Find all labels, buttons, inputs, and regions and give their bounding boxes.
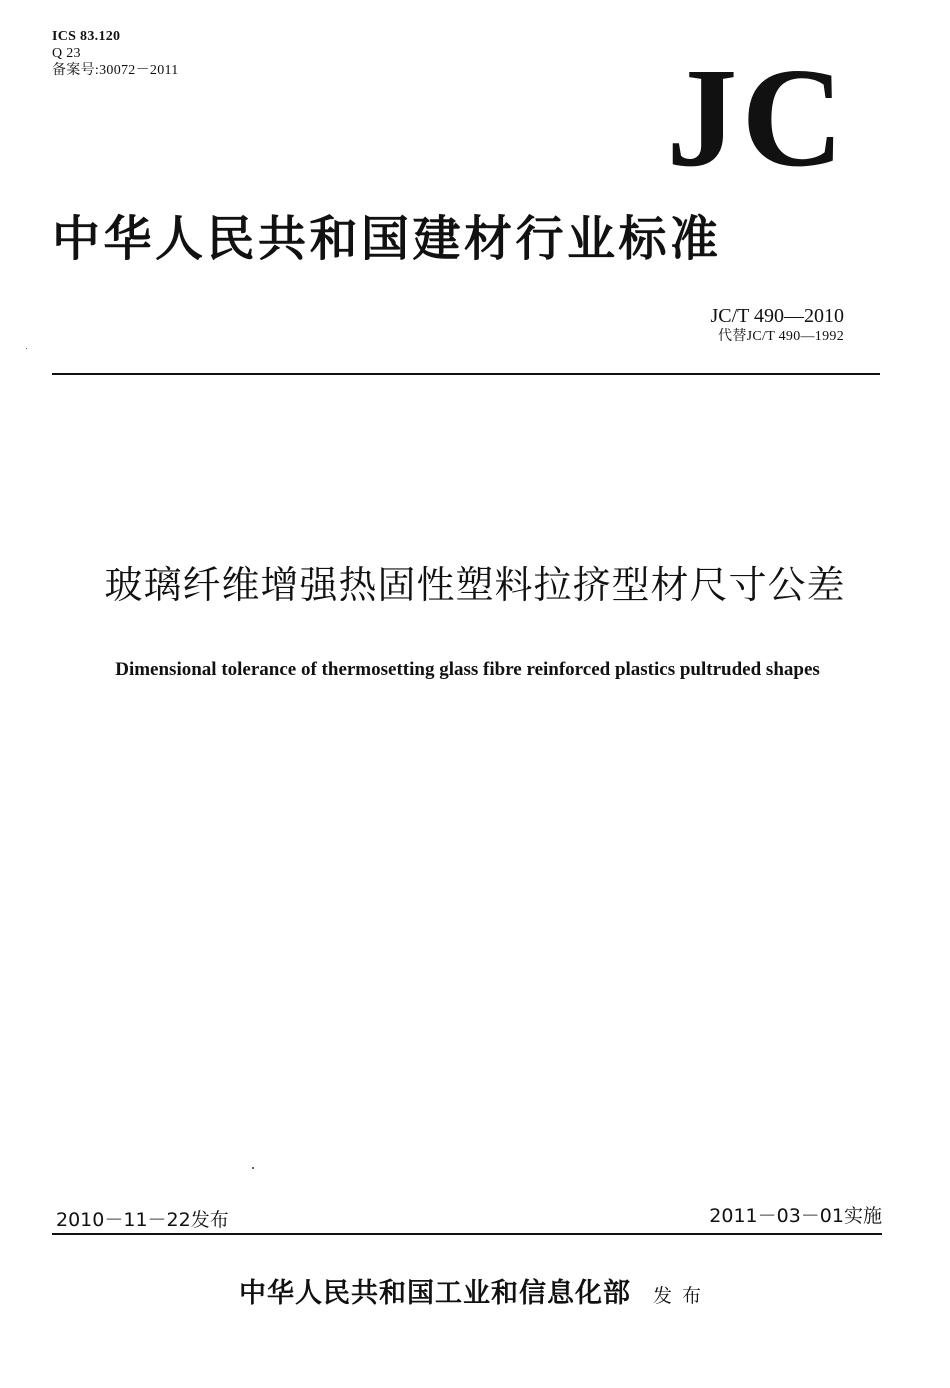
issue-date: 2010－11－22发布 [56,1209,229,1231]
publisher-organization: 中华人民共和国工业和信息化部 [238,1278,631,1309]
record-number: 备案号:30072－2011 [52,63,179,78]
document-title-chinese: 玻璃纤维增强热固性塑料拉挤型材尺寸公差 [104,563,846,607]
industry-standard-title: 中华人民共和国建材行业标准 [52,211,722,267]
implementation-date: 2011－03－01实施 [709,1205,882,1227]
top-divider [52,373,880,375]
document-title-english: Dimensional tolerance of thermosetting glass fibre reinforced plastics pultruded shapes [115,659,820,680]
scan-speck [252,1167,254,1169]
bottom-divider [52,1233,882,1235]
document-metadata [52,28,179,79]
standard-number-block [710,304,844,346]
standard-number: JC/T 490—2010 [710,305,844,327]
publish-action: 发布 [652,1285,711,1307]
publisher-line [0,1274,950,1316]
replaces-standard: 代替JC/T 490—1992 [718,329,844,344]
jc-logo: JC [666,38,848,196]
scan-speck [26,348,27,349]
ics-code: ICS 83.120 [52,29,121,44]
ccs-code: Q 23 [52,46,81,61]
